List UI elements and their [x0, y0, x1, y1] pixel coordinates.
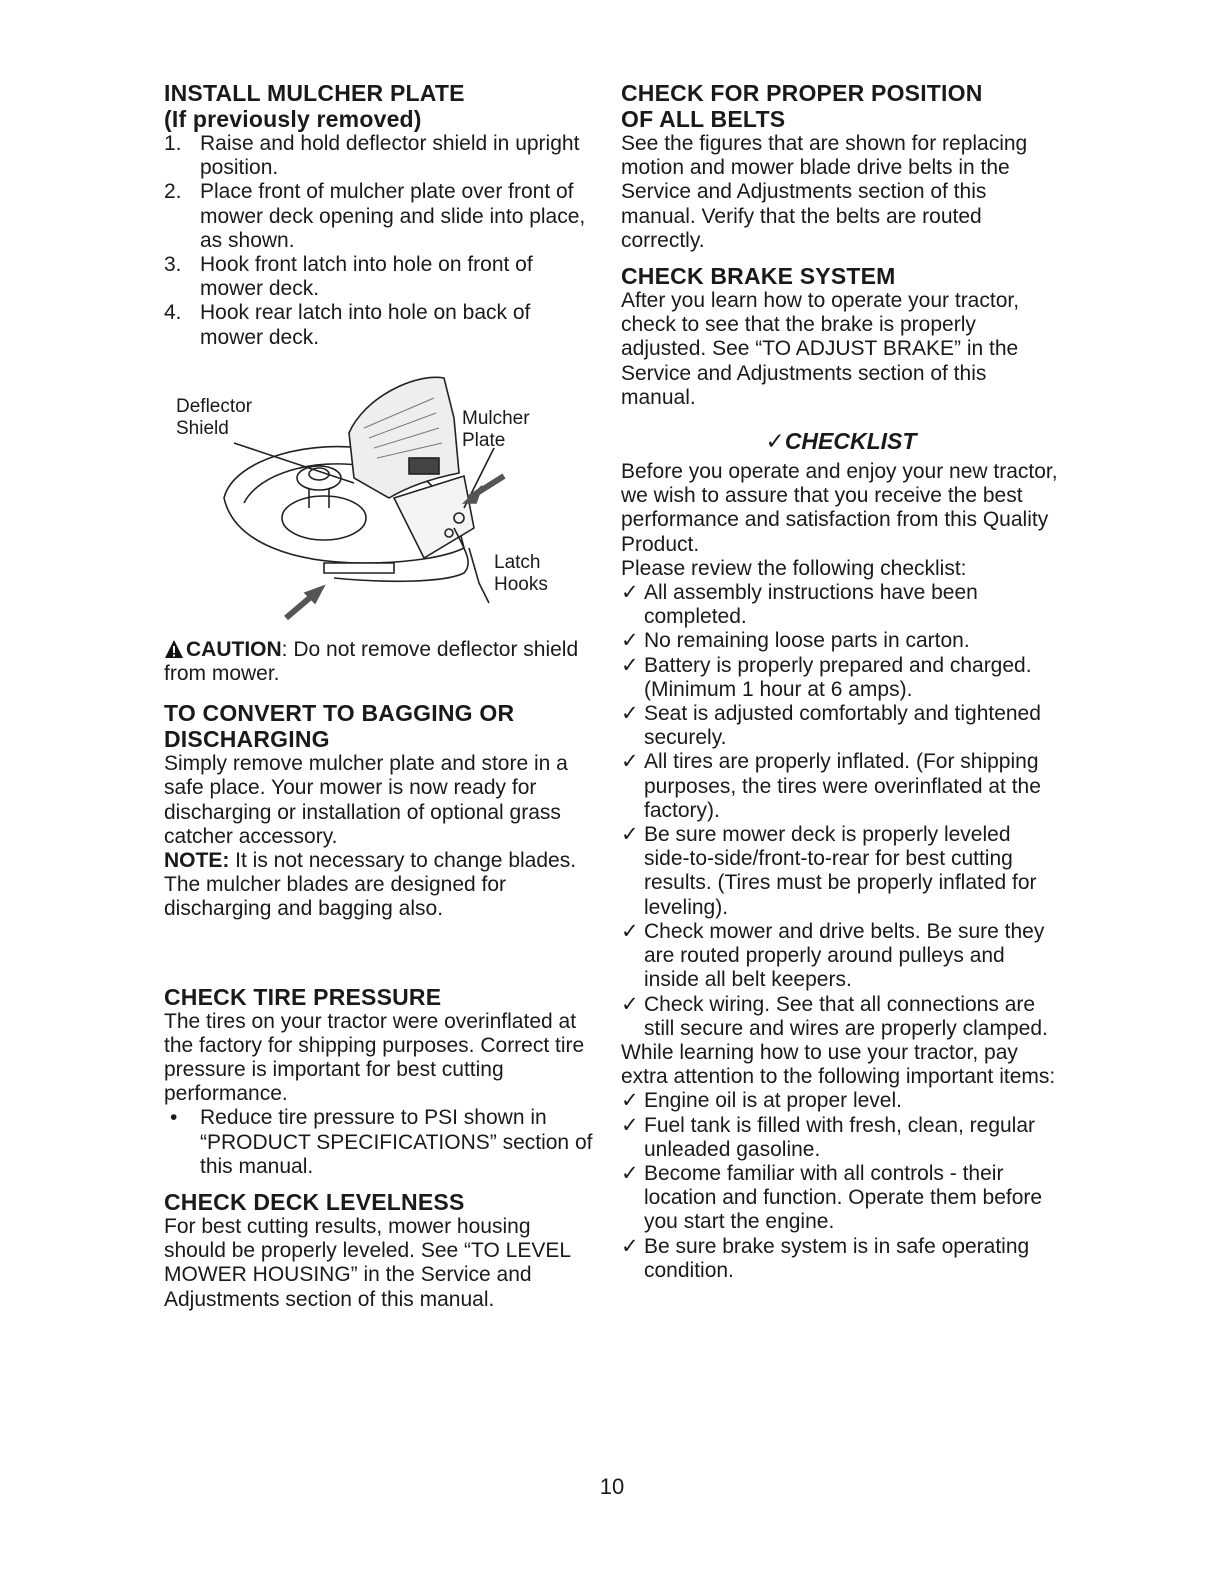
deflector-shield-label	[176, 396, 252, 440]
bagging-title-line2: DISCHARGING	[164, 726, 330, 753]
deck-title: CHECK DECK LEVELNESS	[164, 1189, 465, 1216]
deflector-label-line1: Deflector	[176, 395, 253, 417]
checklist-item	[621, 1235, 1061, 1283]
caution-label: CAUTION	[186, 637, 282, 661]
bagging-note	[164, 849, 596, 922]
checklist-item	[621, 1114, 1061, 1162]
mulcher-label-line1: Mulcher	[462, 407, 530, 429]
step-number: 4.	[164, 301, 182, 325]
checklist-item	[621, 920, 1061, 993]
checkmark-icon: ✓	[621, 1234, 639, 1258]
checklist-item	[621, 1162, 1061, 1235]
checklist-item	[621, 1089, 1061, 1113]
tire-bullet-item	[164, 1106, 596, 1179]
checkmark-icon: ✓	[621, 702, 639, 726]
checklist-item	[621, 993, 1061, 1041]
checklist-items-2	[621, 1089, 1061, 1283]
note-label: NOTE:	[164, 849, 230, 873]
checklist-item-text: Engine oil is at proper level.	[644, 1089, 902, 1113]
left-column	[164, 80, 596, 1312]
checklist-item	[621, 581, 1061, 629]
tire-bullet-text: Reduce tire pressure to PSI shown in “PRODUCT SPECIFICATIONS” section of this manual.	[200, 1106, 593, 1178]
checklist-review: Please review the following checklist:	[621, 556, 967, 580]
step-text: Hook rear latch into hole on back of mower deck.	[200, 301, 531, 349]
step-text: Place front of mulcher plate over front of mower deck opening and slide into place, as shown.	[200, 180, 586, 252]
latch-label-line2: Hooks	[494, 573, 548, 595]
step-number: 3.	[164, 253, 182, 277]
checklist-item-text: Check mower and drive belts. Be sure they are routed properly around pulleys and inside all belt keepers.	[644, 919, 1045, 992]
caution-notice	[164, 638, 596, 686]
checkmark-icon: ✓	[621, 653, 639, 677]
mulcher-title	[164, 80, 596, 132]
checklist-item	[621, 750, 1061, 823]
checklist-item	[621, 654, 1061, 702]
checkmark-icon: ✓	[621, 1089, 639, 1113]
tire-bullets	[164, 1106, 596, 1179]
step-number: 2.	[164, 180, 182, 204]
checklist-while: While learning how to use your tractor, pay extra attention to the following important items:	[621, 1040, 1056, 1089]
checkmark-icon: ✓	[621, 581, 639, 605]
checklist-item-text: Be sure brake system is in safe operating condition.	[644, 1234, 1030, 1282]
checklist-item-text: Be sure mower deck is properly leveled side-to-side/front-to-rear for best cutting results. (Tires must be properly inflated for leveling).	[644, 823, 1037, 919]
checkmark-icon: ✓	[621, 629, 639, 653]
tire-body: The tires on your tractor were overinflated at the factory for shipping purposes. Correct tire pressure is important for best cutting performance.	[164, 1009, 585, 1106]
checklist-item-text: Become familiar with all controls - their location and function. Operate them before you start the engine.	[644, 1161, 1043, 1234]
brake-body: After you learn how to operate your tractor, check to see that the brake is properly adjusted. See “TO ADJUST BRAKE” in the Service and Adjustments section of this manual.	[621, 289, 1020, 409]
step-text: Hook front latch into hole on front of mower deck.	[200, 253, 533, 301]
right-column	[621, 80, 1061, 1283]
checkmark-icon: ✓	[621, 1161, 639, 1185]
mulcher-title-line2: (If previously removed)	[164, 106, 422, 132]
tire-title: CHECK TIRE PRESSURE	[164, 983, 442, 1010]
checklist-intro: Before you operate and enjoy your new tractor, we wish to assure that you receive the best performance and satisfaction from this Quality Product.	[621, 460, 1058, 556]
checkmark-icon: ✓	[621, 823, 639, 847]
checkmark-icon: ✓	[621, 750, 639, 774]
checklist-item-text: Check wiring. See that all connections are still secure and wires are properly clamped.	[644, 992, 1048, 1040]
deck-body: For best cutting results, mower housing should be properly leveled. See “TO LEVEL MOWER HOUSING” in the Service and Adjustments section of this manual.	[164, 1215, 571, 1311]
step-text: Raise and hold deflector shield in upright position.	[200, 132, 580, 180]
checklist-item	[621, 702, 1061, 750]
warning-triangle-icon	[164, 639, 184, 659]
note-text: It is not necessary to change blades. The mulcher blades are designed for discharging and bagging also.	[164, 849, 577, 921]
step-number: 1.	[164, 132, 182, 155]
step-item	[164, 301, 596, 349]
step-item	[164, 132, 596, 180]
checkmark-icon: ✓	[621, 992, 639, 1016]
checklist-item-text: All tires are properly inflated. (For shipping purposes, the tires were overinflated at the factory).	[644, 750, 1041, 822]
checkmark-icon: ✓	[621, 919, 639, 943]
checklist-title: ✓CHECKLIST	[765, 428, 917, 455]
latch-hooks-label	[494, 552, 548, 596]
page-number: 10	[599, 1474, 625, 1499]
checklist-item-text: No remaining loose parts in carton.	[644, 629, 970, 653]
mulcher-label-line2: Plate	[462, 429, 506, 451]
latch-label-line1: Latch	[494, 551, 541, 573]
bullet-dot: •	[170, 1106, 178, 1130]
caution-text: : Do not remove deflector shield from mower.	[164, 637, 579, 686]
bagging-title-line1: TO CONVERT TO BAGGING OR	[164, 700, 515, 727]
brake-title: CHECK BRAKE SYSTEM	[621, 263, 896, 290]
mulcher-plate-label	[462, 408, 530, 452]
belts-body: See the figures that are shown for replacing motion and mower blade drive belts in the Service and Adjustments section of this manual. Verify that the belts are routed correctly.	[621, 132, 1028, 252]
bagging-title	[164, 700, 596, 752]
step-item	[164, 253, 596, 301]
belts-title	[621, 80, 1061, 132]
mulcher-steps	[164, 132, 596, 350]
mulcher-title-line1: INSTALL MULCHER PLATE	[164, 80, 465, 106]
checklist-item-text: All assembly instructions have been completed.	[644, 581, 978, 629]
bagging-body: Simply remove mulcher plate and store in a safe place. Your mower is now ready for discharging or installation of optional grass catcher accessory.	[164, 752, 568, 848]
checklist-items	[621, 581, 1061, 1041]
checklist-item-text: Fuel tank is filled with fresh, clean, regular unleaded gasoline.	[644, 1113, 1036, 1161]
checklist-item-text: Battery is properly prepared and charged. (Minimum 1 hour at 6 amps).	[644, 653, 1032, 701]
checklist-item	[621, 823, 1061, 920]
checklist-item	[621, 629, 1061, 653]
checklist-item-text: Seat is adjusted comfortably and tightened securely.	[644, 702, 1041, 750]
belts-title-line2: OF ALL BELTS	[621, 106, 786, 132]
checkmark-icon: ✓	[621, 1113, 639, 1137]
belts-title-line1: CHECK FOR PROPER POSITION	[621, 80, 983, 106]
mulcher-plate-figure	[164, 358, 596, 628]
deflector-label-line2: Shield	[176, 417, 229, 439]
step-item	[164, 180, 596, 253]
